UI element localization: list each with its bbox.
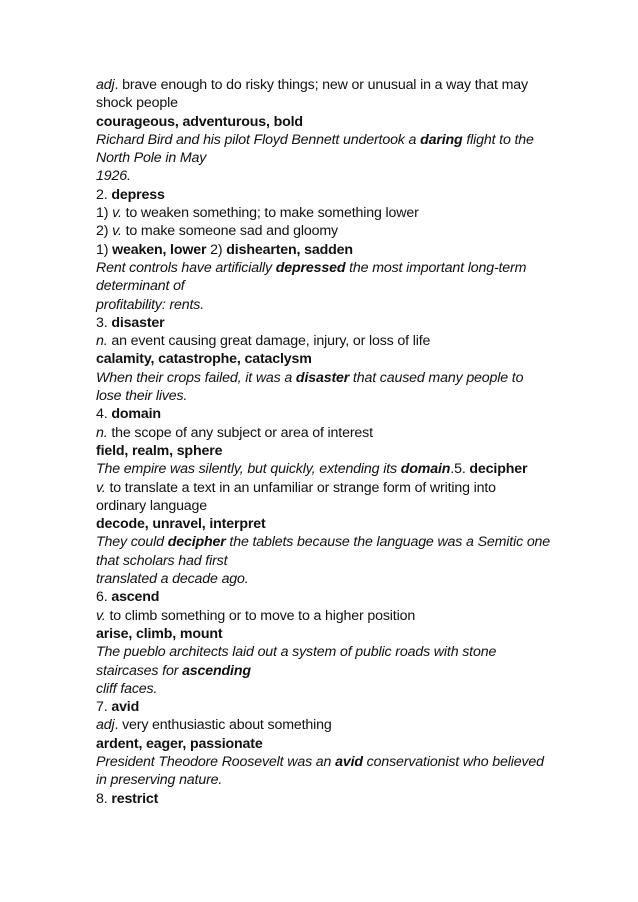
headword-in-example: daring — [420, 131, 463, 148]
part-of-speech: v. — [96, 607, 106, 624]
definition-line — [96, 479, 546, 497]
entry-heading — [96, 314, 546, 332]
example-line: Richard Bird and his pilot Floyd Bennett undertook a daring flight to the — [96, 131, 534, 148]
definition-text: the scope of any subject or area of interest — [107, 424, 373, 441]
example-line: When their crops failed, it was a disaster that caused many people to — [96, 369, 524, 386]
part-of-speech: v. — [112, 223, 122, 240]
example-line: staircases for ascending — [96, 662, 251, 679]
definition-text: . very enthusiastic about something — [114, 717, 332, 734]
entry-heading — [96, 588, 546, 606]
synonyms-line: ardent, eager, passionate — [96, 735, 263, 752]
definition-text: brave enough to do risky things; new or unusual in a way that may — [122, 77, 528, 93]
headword: ascend — [111, 589, 160, 606]
definition-line: 1) v. to weaken something; to make something lower — [96, 205, 419, 222]
entry-heading — [96, 790, 546, 808]
synonyms-line: arise, climb, mount — [96, 625, 223, 642]
part-of-speech: adj — [96, 77, 115, 93]
example-line: cliff faces. — [96, 680, 158, 697]
headword-in-example: ascending — [182, 662, 251, 679]
definition-line: adj. brave enough to do risky things; new or unusual in a way that may — [96, 77, 528, 93]
entry-number: 6. — [96, 589, 112, 606]
example-line: The empire was silently, but quickly, extending its domain.5. decipher — [96, 461, 528, 478]
example-line: lose their lives. — [96, 388, 188, 405]
part-of-speech: v. — [112, 205, 122, 222]
example-line: that scholars had first — [96, 552, 228, 569]
headword: decipher — [469, 461, 528, 478]
definition-line: ordinary language — [96, 497, 208, 514]
entry-number: 4. — [96, 406, 112, 423]
example-line: President Theodore Roosevelt was an avid conservationist who believed — [96, 753, 544, 770]
definition-text: to translate a text in an unfamiliar or strange form of writing into — [105, 479, 496, 496]
part-of-speech: v. — [96, 479, 106, 496]
definition-text: shock people — [96, 95, 178, 112]
definition-line — [96, 716, 546, 734]
entry-heading — [96, 698, 546, 716]
example-line: Rent controls have artificially depressed the most important long-term — [96, 259, 527, 276]
definition-line — [96, 607, 546, 625]
definition-text: an event causing great damage, injury, or loss of life — [107, 333, 431, 350]
synonyms-line: field, realm, sphere — [96, 442, 223, 459]
entry-number: 5. — [454, 461, 470, 478]
vocabulary-list — [96, 76, 551, 808]
synonyms-line: decode, unravel, interpret — [96, 516, 266, 533]
part-of-speech: adj — [96, 717, 115, 734]
synonyms-line: calamity, catastrophe, cataclysm — [96, 351, 312, 368]
definition-text: to weaken something; to make something lower — [121, 205, 419, 222]
entry-number: 8. — [96, 790, 112, 807]
headword-in-example: disaster — [295, 369, 350, 386]
definition-text: to make someone sad and gloomy — [121, 223, 338, 240]
synonyms-line: 1) weaken, lower 2) dishearten, sadden — [96, 241, 353, 258]
headword-in-example: decipher — [167, 534, 226, 551]
definition-line: 2) v. to make someone sad and gloomy — [96, 223, 338, 240]
example-line: 1926. — [96, 168, 131, 185]
headword: restrict — [111, 790, 159, 807]
example-line: The pueblo architects laid out a system of public roads with stone — [96, 644, 497, 661]
headword: avid — [111, 699, 140, 716]
entry-number: 2. — [96, 186, 112, 203]
headword: depress — [111, 186, 165, 203]
part-of-speech: n. — [96, 424, 108, 441]
entry-heading — [96, 186, 546, 204]
example-line: North Pole in May — [96, 150, 207, 167]
entry-number: 7. — [96, 699, 112, 716]
definition-line — [96, 94, 546, 112]
definition-line — [96, 424, 546, 442]
example-line: profitability: rents. — [96, 296, 205, 313]
headword-in-example: avid — [335, 753, 363, 770]
entry-number: 3. — [96, 314, 112, 331]
part-of-speech: n. — [96, 333, 108, 350]
headword: domain — [111, 406, 161, 423]
definition-line — [96, 332, 546, 350]
example-line: They could decipher the tablets because the language was a Semitic one — [96, 534, 551, 551]
synonyms-line: courageous, adventurous, bold — [96, 113, 303, 130]
headword: disaster — [111, 314, 165, 331]
headword-in-example: domain — [400, 461, 451, 478]
example-line: translated a decade ago. — [96, 571, 249, 588]
entry-heading — [96, 405, 546, 423]
example-line: determinant of — [96, 278, 185, 295]
definition-text: to climb something or to move to a higher position — [105, 607, 416, 624]
example-line: in preserving nature. — [96, 772, 223, 789]
headword-in-example: depressed — [275, 259, 346, 276]
